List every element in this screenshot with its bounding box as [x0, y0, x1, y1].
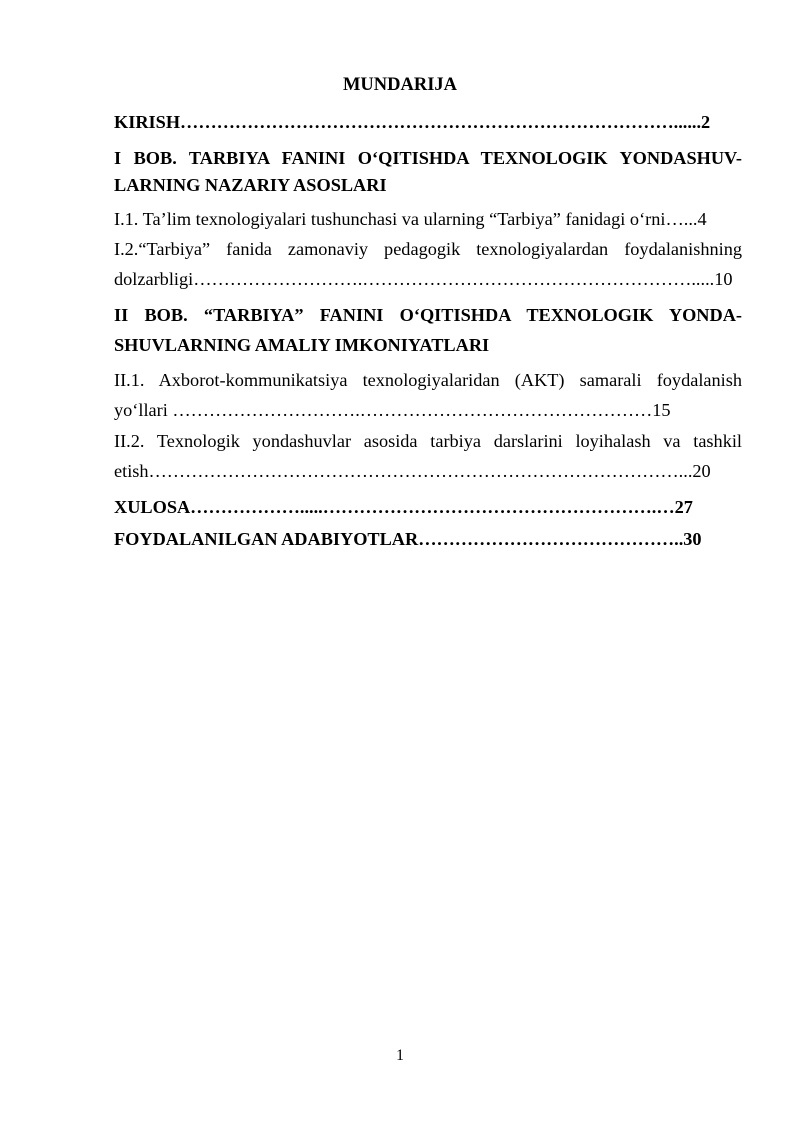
page-title: MUNDARIJA — [342, 75, 458, 95]
toc-chapter-1-title-line-2: LARNING NAZARIY ASOSLARI — [114, 175, 387, 195]
toc-section-2-1-line-2: yo‘llari ………………………….…………………………………………15 — [114, 400, 671, 420]
toc-chapter-2-title-line-2: SHUVLARNING AMALIY IMKONIYATLARI — [114, 335, 490, 355]
toc-section-1-2-line-1: I.2.“Tarbiya” fanida zamonaviy pedagogik texnologiyalardan foydalanishning — [114, 239, 742, 259]
toc-section-1-2-line-2: dolzarbligi……………………….……………………………………………….....10 — [114, 269, 733, 289]
page-number: 1 — [396, 1047, 404, 1064]
toc-section-2-1-line-1: II.1. Axborot-kommunikatsiya texnologiyalaridan (AKT) samarali foydalanish — [114, 370, 742, 390]
toc-section-1-1: I.1. Ta’lim texnologiyalari tushunchasi va ularning “Tarbiya” fanidagi o‘rni…...4 — [114, 209, 707, 229]
toc-section-2-2-line-2: etish……………………………………………………………………………...20 — [114, 461, 711, 481]
toc-chapter-1-title-line-1: I BOB. TARBIYA FANINI O‘QITISHDA TEXNOLOGIK YONDASHUV- — [114, 148, 742, 168]
toc-entry-kirish: KIRISH………………………………………………………………………......2 — [114, 112, 711, 132]
toc-section-2-2-line-1: II.2. Texnologik yondashuvlar asosida tarbiya darslarini loyihalash va tashkil — [114, 431, 742, 451]
toc-entry-foydalanilgan-adabiyotlar: FOYDALANILGAN ADABIYOTLAR……………………………………..30 — [114, 529, 702, 549]
toc-chapter-2-title-line-1: II BOB. “TARBIYA” FANINI O‘QITISHDA TEXNOLOGIK YONDA- — [114, 305, 742, 325]
toc-entry-xulosa: XULOSA……………….....……………………………………………….…27 — [114, 497, 693, 517]
